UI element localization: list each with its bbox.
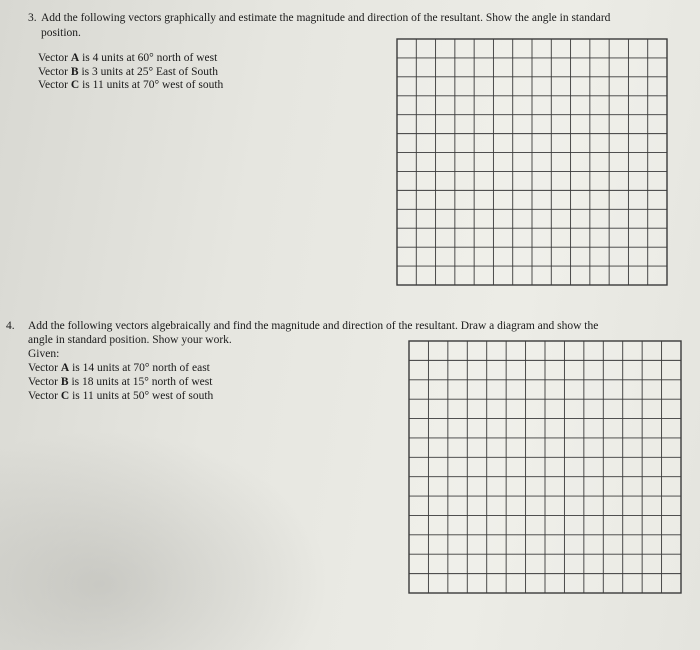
q3-instruction-line2: position. <box>41 27 81 39</box>
q3-vector-b-letter: B <box>70 66 79 78</box>
q4-vector-c-text: is 11 units at 50° west of south <box>69 390 214 402</box>
q4-vector-a <box>28 362 210 376</box>
q4-vector-a-text: is 14 units at 70° north of east <box>69 362 210 374</box>
q4-vector-b-text: is 18 units at 15° north of west <box>68 376 213 388</box>
q3-vector-c <box>38 79 223 93</box>
q4-instruction-line1: Add the following vectors algebraically and find the magnitude and direction of the resultant. Draw a diagram and show the <box>28 320 599 332</box>
q3-vector-a-prefix: Vector <box>38 52 71 64</box>
q3-vector-c-prefix: Vector <box>38 79 71 91</box>
q4-number: 4. <box>6 320 15 332</box>
q3-vector-b-text: is 3 units at 25° East of South <box>78 66 218 78</box>
q3-vector-b-prefix: Vector <box>38 66 71 78</box>
q4-vector-c-letter: C <box>60 390 70 402</box>
q4-vector-b-prefix: Vector <box>28 376 61 388</box>
q4-vector-a-prefix: Vector <box>28 362 61 374</box>
q3-graph-grid[interactable] <box>396 38 670 288</box>
photo-shadow <box>0 430 330 650</box>
q3-instruction-line1: Add the following vectors graphically and estimate the magnitude and direction of the resultant. Show the angle in standard <box>41 12 611 24</box>
q3-vector-b <box>38 66 218 80</box>
q3-vector-c-letter: C <box>70 79 80 91</box>
q3-vector-a <box>38 52 217 66</box>
q4-vector-c-prefix: Vector <box>28 390 61 402</box>
q4-vector-b <box>28 376 212 390</box>
q3-vector-a-text: is 4 units at 60° north of west <box>79 52 218 64</box>
q4-vector-a-letter: A <box>60 362 70 374</box>
q3-number: 3. <box>28 12 37 24</box>
q4-vector-b-letter: B <box>60 376 69 388</box>
q3-vector-a-letter: A <box>70 52 80 64</box>
q4-vector-c <box>28 390 213 404</box>
q4-graph-grid[interactable] <box>408 340 684 596</box>
q4-instruction-line2: angle in standard position. Show your work. <box>28 334 232 346</box>
q4-given-label: Given: <box>28 348 60 360</box>
q3-vector-c-text: is 11 units at 70° west of south <box>79 79 224 91</box>
